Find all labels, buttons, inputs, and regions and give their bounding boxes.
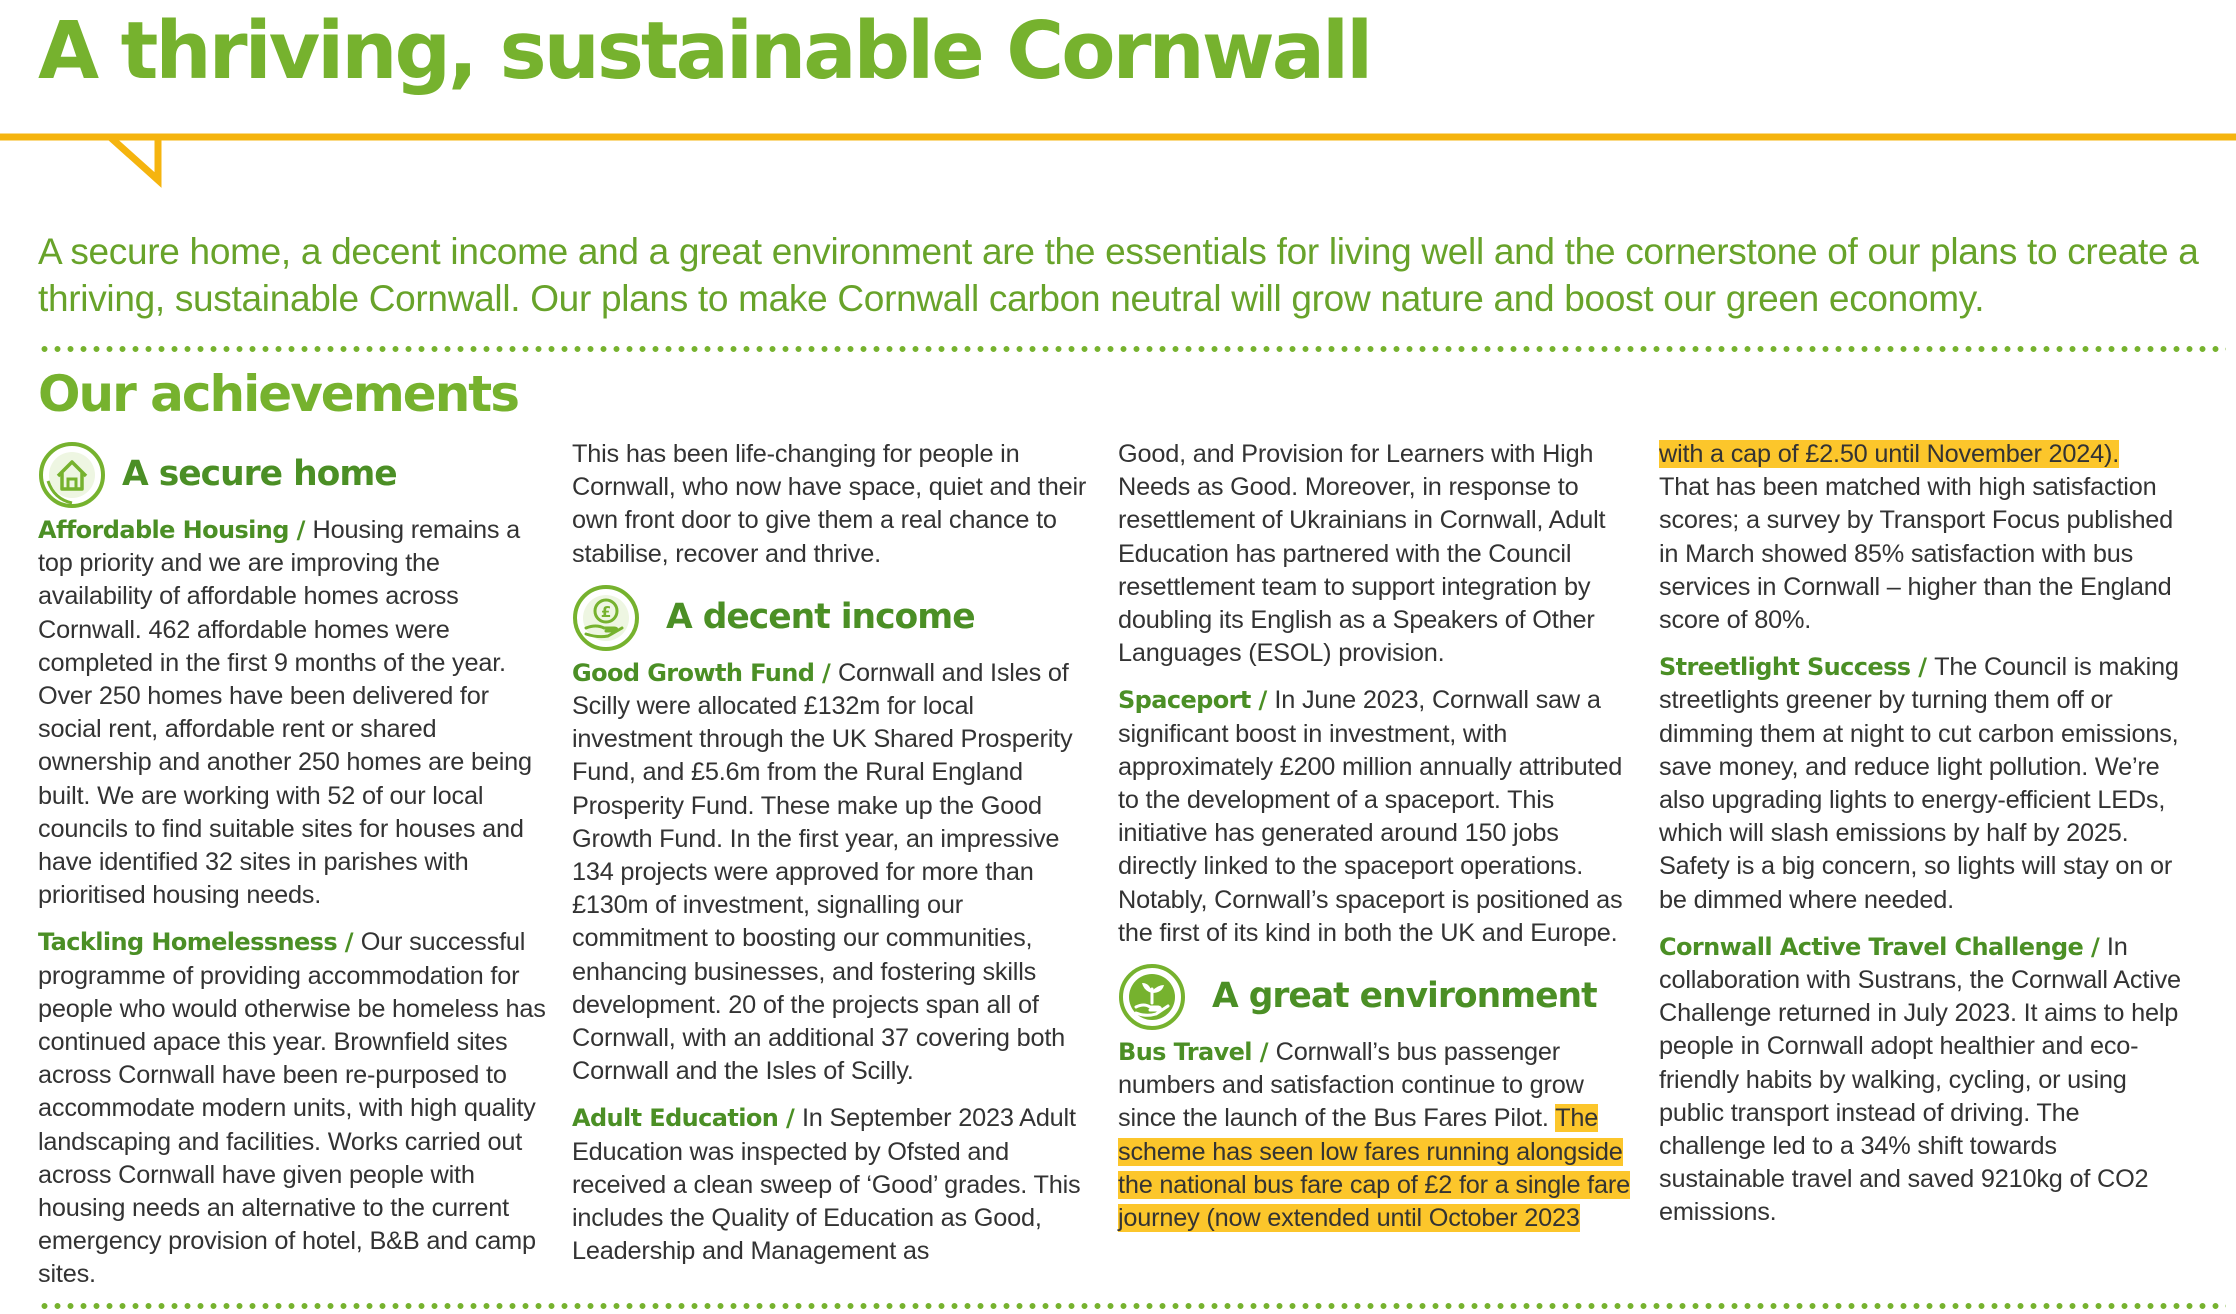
decent-income-title: A decent income <box>666 597 975 638</box>
secure-home-heading <box>38 438 548 512</box>
active-travel-body: In collaboration with Sustrans, the Cornwall Active Challenge returned in July 2023. It aims to help people in Cornwall adopt healthier and eco-friendly habits by walking, cycling, or using public transport instead of driving. The challenge led to a 34% shift towards sustainable travel and saved 9210kg of CO2 emissions. <box>1659 932 2181 1227</box>
affordable-housing-body: Housing remains a top priority and we are improving the availability of affordable homes across Cornwall. 462 affordable homes were completed in the first 9 months of the year. Over 250 homes have been delivered for social rent, affordable rent or shared ownership and another 250 homes are being built. We are working with 52 of our local councils to find suitable sites for houses and have identified 32 sites in parishes with prioritised housing needs. <box>38 516 532 910</box>
spaceport-body: In June 2023, Cornwall saw a significant boost in investment, with approximately £200 million annually attributed to the development of a spaceport. This initiative has generated around 150 jobs directly linked to the spaceport operations. Notably, Cornwall’s spaceport is positioned as the first of its kind in both the UK and Europe. <box>1118 686 1623 947</box>
adult-education-lead: Adult Education / <box>572 1104 802 1133</box>
dotted-divider <box>38 345 2226 353</box>
streetlight-paragraph <box>1659 651 2189 917</box>
homelessness-paragraph <box>38 926 548 1291</box>
homelessness-continued: This has been life-changing for people in Cornwall, who now have space, quiet and their own front door to give them a real chance to stabilise, recover and thrive. <box>572 440 1087 568</box>
active-travel-paragraph <box>1659 931 2189 1230</box>
streetlight-lead: Streetlight Success / <box>1659 653 1935 682</box>
pound-hand-icon <box>572 584 640 652</box>
bus-travel-highlight-continued: with a cap of £2.50 until November 2024). <box>1659 440 2120 468</box>
adult-education-body: In September 2023 Adult Education was inspected by Ofsted and received a clean sweep of ‘Good’ grades. This includes the Quality of Education as Good, Leadership and Management as <box>572 1104 1081 1266</box>
bus-travel-body: Cornwall’s bus passenger numbers and satisfaction continue to grow since the launch of the Bus Fares Pilot. <box>1118 1038 1584 1133</box>
home-icon <box>38 441 106 509</box>
svg-text:£: £ <box>600 602 612 621</box>
page-title: A thriving, sustainable Cornwall <box>38 5 1371 97</box>
affordable-housing-lead: Affordable Housing / <box>38 516 313 544</box>
bus-travel-satisfaction: That has been matched with high satisfaction scores; a survey by Transport Focus published in March showed 85% satisfaction with bus services in Cornwall – higher than the England score of 80%. <box>1659 473 2174 635</box>
intro-text: A secure home, a decent income and a great environment are the essentials for living well and the cornerstone of our plans to create a thriving, sustainable Cornwall. Our plans to make Cornwall carbon neutral will grow nature and boost our green economy. <box>38 231 2199 319</box>
bus-travel-paragraph <box>1118 1036 1638 1235</box>
growth-fund-body: Cornwall and Isles of Scilly were allocated £132m for local investment through the UK Shared Prosperity Fund, and £5.6m from the Rural England Prosperity Fund. These make up the Good Growth Fund. In the first year, an impressive 134 projects were approved for more than £130m of investment, signalling our commitment to boosting our communities, enhancing businesses, and fostering skills development. 20 of the projects span all of Cornwall, with an additional 37 covering both Cornwall and the Isles of Scilly. <box>572 658 1073 1086</box>
column-4 <box>1659 438 2189 1230</box>
great-environment-heading <box>1118 960 1638 1034</box>
growth-fund-lead: Good Growth Fund / <box>572 658 838 687</box>
bus-travel-lead: Bus Travel / <box>1118 1038 1276 1067</box>
great-environment-title: A great environment <box>1212 976 1597 1017</box>
secure-home-title: A secure home <box>122 454 397 495</box>
streetlight-body: The Council is making streetlights greener by turning them off or dimming them at night to cut carbon emissions, save money, and reduce light pollution. We’re also upgrading lights to energy-efficient LEDs, which will slash emissions by half by 2025. Safety is a big concern, so lights will stay on or be dimmed where needed. <box>1659 653 2179 914</box>
column-1 <box>38 438 548 1292</box>
spaceport-lead: Spaceport / <box>1118 686 1275 715</box>
plant-hand-icon <box>1118 963 1186 1031</box>
speech-callout-line <box>0 126 2236 196</box>
active-travel-lead: Cornwall Active Travel Challenge / <box>1659 932 2107 961</box>
dotted-divider-bottom <box>38 1302 2226 1310</box>
section-title: Our achievements <box>38 365 518 423</box>
homelessness-lead: Tackling Homelessness / <box>38 928 361 957</box>
adult-education-paragraph <box>572 1102 1092 1268</box>
homelessness-body: Our successful programme of providing accommodation for people who would otherwise be homeless has continued apace this year. Brownfield sites across Cornwall have been re-purposed to accommodate modern units, with high quality landscaping and facilities. Works carried out across Cornwall have given people with housing needs an alternative to the current emergency provision of hotel, B&B and camp sites. <box>38 928 546 1289</box>
bus-travel-highlight: The scheme has seen low fares running alongside the national bus fare cap of £2 for a single fare journey (now extended until October 2023 <box>1118 1104 1630 1233</box>
affordable-housing-paragraph <box>38 514 548 912</box>
growth-fund-paragraph <box>572 657 1092 1089</box>
column-2 <box>572 438 1092 1268</box>
decent-income-heading <box>572 581 1092 655</box>
adult-education-continued: Good, and Provision for Learners with High Needs as Good. Moreover, in response to resettlement of Ukrainians in Cornwall, Adult Education has partnered with the Council resettlement team to support integration by doubling its English as a Speakers of Other Languages (ESOL) provision. <box>1118 440 1606 668</box>
bus-travel-continued <box>1659 438 2189 637</box>
spaceport-paragraph <box>1118 684 1638 950</box>
column-3 <box>1118 438 1638 1235</box>
